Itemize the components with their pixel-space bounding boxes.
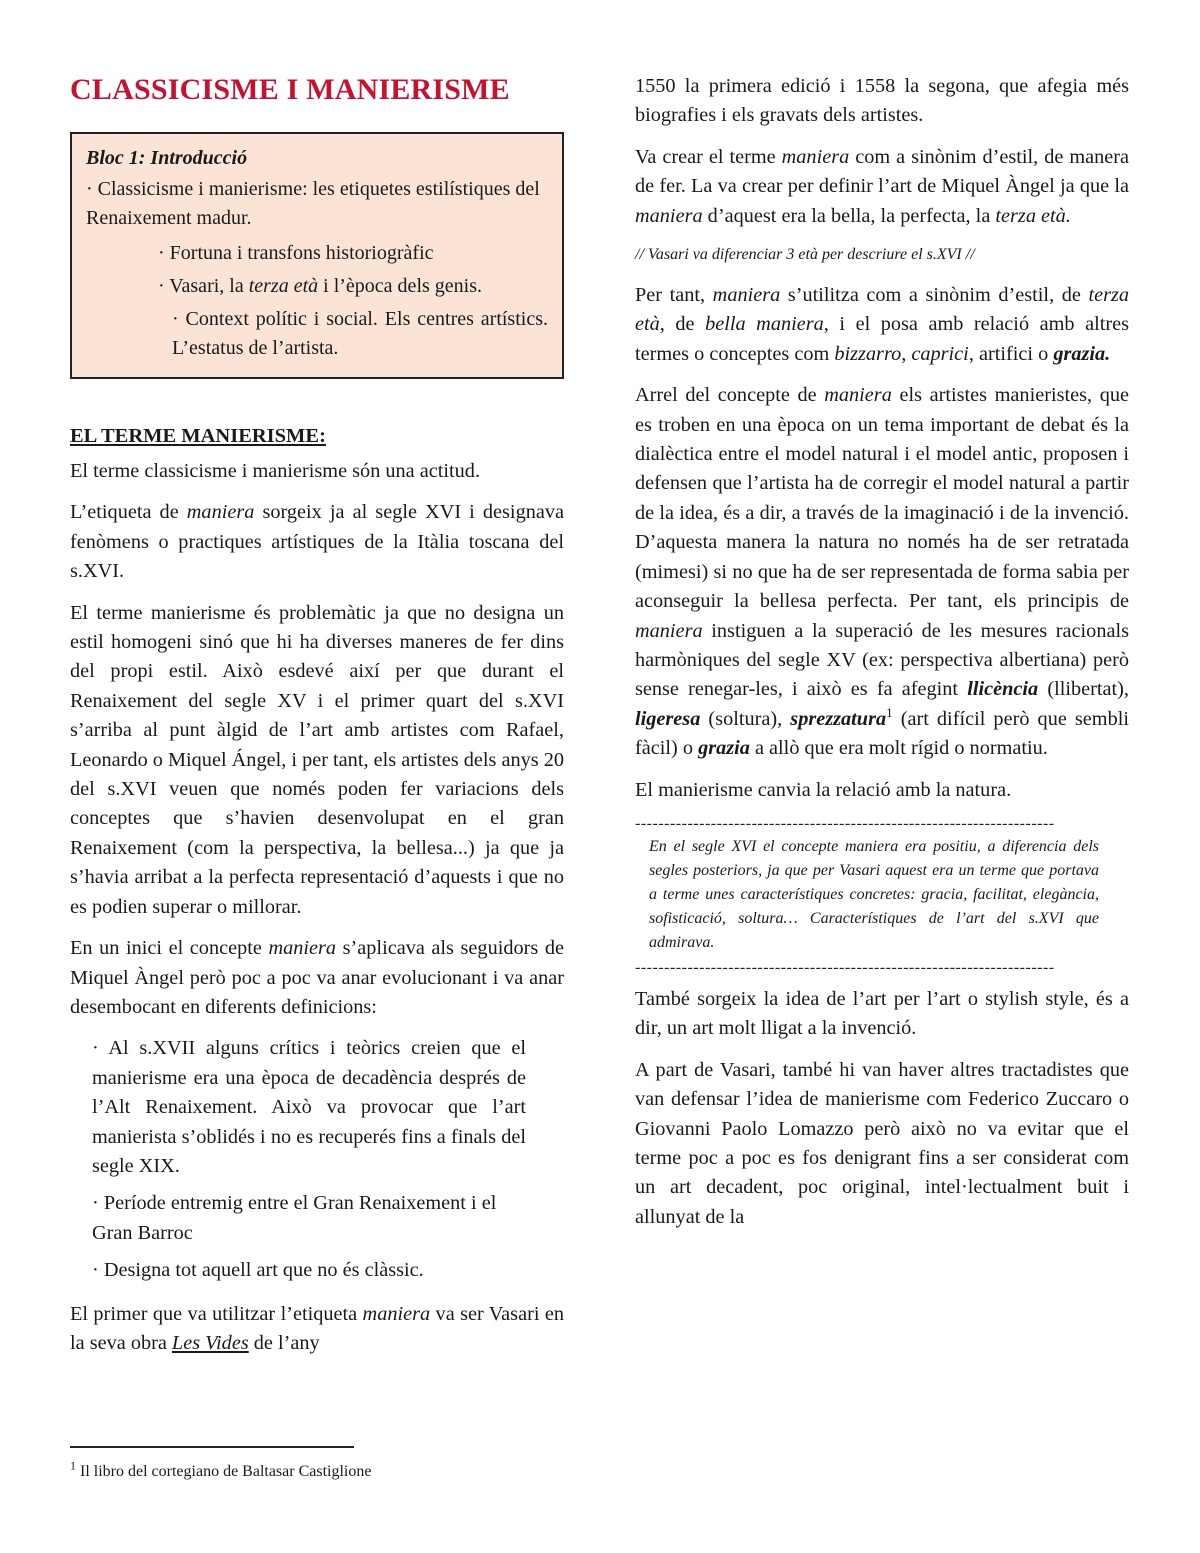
note-box: En el segle XVI el concepte maniera era positiu, a diferencia dels segles posteriors, ja que per Vasari aquest era un terme que portava a terme unes característiques concretes: gracia, facilitat, elegància, sofisticació, soltura… Característiques de l’art del s.XVI que admirava. xyxy=(649,837,1099,951)
paragraph: En un inici el concepte maniera s’aplicava als seguidors de Miquel Àngel però poc a poc va anar evolucionant i va anar desembocant en diferents definicions: xyxy=(70,937,564,1018)
paragraph: El terme manierisme és problemàtic ja que no designa un estil homogeni sinó que hi ha diverses maneres de fer dins del propi estil. Això esdevé així per que durant el Renaixement del segle XV i el primer quart del s.XVI s’arriba al punt àlgid de l’art amb artistes com Rafael, Leonardo o Miquel Ángel, i per tant, els artistes dels anys 20 del s.XVI veuen que només poden fer variacions dels conceptes que s’havien desenvolupat en el gran Renaixement (com la perspectiva, la bellesa...) ja que ja s’havia arribat a la perfecta representació d’aquests i que no es podien superar o millorar. xyxy=(70,601,564,918)
section-heading: EL TERME MANIERISME: xyxy=(70,425,326,447)
paragraph: També sorgeix la idea de l’art per l’art o stylish style, és a dir, un art molt lligat a la invenció. xyxy=(635,987,1129,1040)
left-column xyxy=(70,70,564,1370)
bloc-item: · Context polític i social. Els centres artístics. L’estatus de l’artista. xyxy=(172,308,548,359)
paragraph: Per tant, maniera s’utilitza com a sinònim d’estil, de terza età, de bella maniera, i el posa amb relació amb altres termes o conceptes com bizzarro, caprici, artifici o grazia. xyxy=(635,284,1129,365)
bloc-item: · Classicisme i manierisme: les etiquetes estilístiques del Renaixement madur. xyxy=(86,178,540,229)
list-item: · Designa tot aquell art que no és clàssic. xyxy=(92,1259,424,1282)
work-title-link: Les Vides xyxy=(171,1331,249,1354)
right-column xyxy=(635,72,1129,1244)
vasari-note: // Vasari va diferenciar 3 età per descriure el s.XVI // xyxy=(635,246,975,264)
paragraph: El primer que va utilitzar l’etiqueta maniera va ser Vasari en la seva obra Les Vides de l’any xyxy=(70,1302,564,1354)
dashed-separator: ------------------------------------------------------------------------ xyxy=(635,960,1055,975)
dashed-separator: ------------------------------------------------------------------------ xyxy=(635,816,1055,831)
definitions-list xyxy=(70,1034,564,1285)
list-item: · Al s.XVII alguns crítics i teòrics creien que el manierisme era una època de decadència després de l’Alt Renaixement. Això va provocar que l’art manierista s’oblidés i no es recuperés fins a finals del segle XIX. xyxy=(92,1037,526,1177)
footnote: $^1$ Il libro del cortegiano de Baltasar Castiglione xyxy=(70,1458,372,1480)
paragraph: Va crear el terme maniera com a sinònim d’estil, de manera de fer. La va crear per definir l’art de Miquel Àngel ja que la maniera d’aquest era la bella, la perfecta, la terza età. xyxy=(635,145,1129,227)
list-item: · Període entremig entre el Gran Renaixement i el Gran Barroc xyxy=(92,1192,497,1244)
paragraph: El manierisme canvia la relació amb la natura. xyxy=(635,778,1012,801)
footnote-ref: 1 xyxy=(886,704,893,720)
bloc-item: · Fortuna i transfons historiogràfic xyxy=(158,242,434,264)
paragraph: 1550 la primera edició i 1558 la segona, que afegia més biografies i els gravats dels artistes. xyxy=(635,75,1129,127)
bloc-heading: Bloc 1: Introducció xyxy=(86,147,248,169)
footnote-separator xyxy=(70,1446,354,1448)
paragraph: L’etiqueta de maniera sorgeix ja al segle XVI i designava fenòmens o practiques artístiques de la Itàlia toscana del s.XVI. xyxy=(70,501,564,583)
paragraph: El terme classicisme i manierisme són una actitud. xyxy=(70,460,481,482)
paragraph: A part de Vasari, també hi van haver altres tractadistes que van defensar l’idea de manierisme com Federico Zuccaro o Giovanni Paolo Lomazzo però això no va evitar que el terme poc a poc es fos denigrant fins a ser considerat com un art decadent, poc original, intel·lectualment buit i allunyat de la xyxy=(635,1058,1129,1228)
paragraph: Arrel del concepte de maniera els artistes manieristes, que es troben en una època on un tema important de debat és la dialèctica entre el model natural i el model antic, proposen i defensen que l’artista ha de corregir el model natural a partir de la idea, és a dir, a través de la imaginació i de la invenció. D’aquesta manera la natura no només ha de ser retratada (mimesi) si no que ha de ser representada de forma sabia per aconseguir la bellesa perfecta. Per tant, els principis de maniera instiguen a la superació de les mesures racionals harmòniques del segle XV (ex: perspectiva albertiana) però sense renegar-les, i això es fa afegint llicència (llibertat), ligeresa (soltura), sprezzatura$^1$ (art difícil però que sembli fàcil) o grazia a allò que era molt rígid o normatiu. xyxy=(635,384,1129,760)
bloc-item: · Vasari, la terza età i l’època dels genis. xyxy=(158,275,482,297)
page-title: CLASSICISME I MANIERISME xyxy=(70,73,510,106)
bloc-summary-box xyxy=(70,132,564,379)
